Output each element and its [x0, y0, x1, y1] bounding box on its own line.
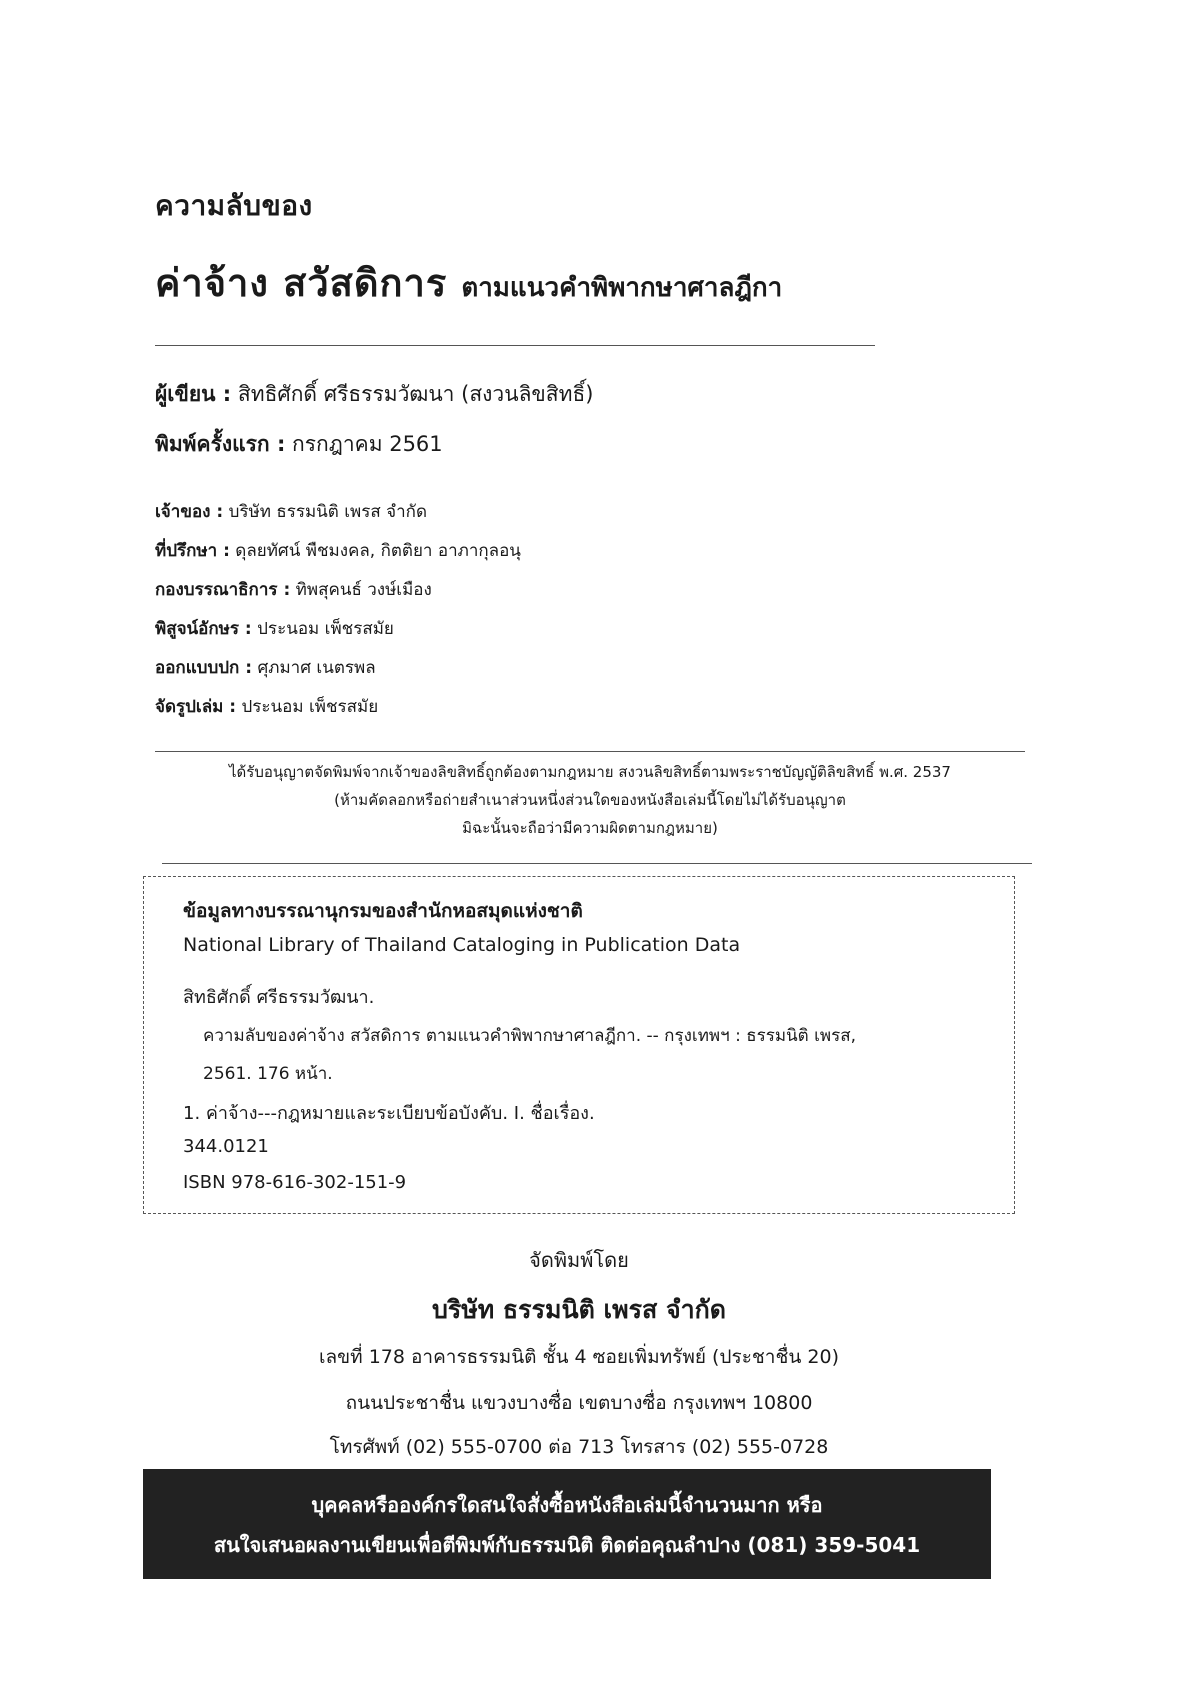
credit-label: กองบรรณาธิการ : [155, 580, 291, 600]
credit-label: ผู้เขียน : [155, 382, 232, 406]
cip-title-line: ความลับของค่าจ้าง สวัสดิการ ตามแนวคำพิพากษาศาลฎีกา. -- กรุงเทพฯ : ธรรมนิติ เพรส, [203, 1026, 857, 1046]
cip-author: สิทธิศักดิ์ ศรีธรรมวัฒนา. [183, 987, 375, 1008]
credit-author [155, 378, 593, 411]
credit-layout [155, 693, 378, 720]
credit-label: พิสูจน์อักษร : [155, 619, 252, 639]
publisher-name: บริษัท ธรรมนิติ เพรส จำกัด [431, 1295, 727, 1324]
credit-value: บริษัท ธรรมนิติ เพรส จำกัด [228, 502, 427, 522]
credit-owner [155, 498, 427, 525]
credit-proofreader [155, 615, 394, 642]
credit-label: ที่ปรึกษา : [155, 541, 230, 561]
credit-value: ประนอม เพ็ชรสมัย [241, 697, 379, 717]
cip-heading-th: ข้อมูลทางบรรณานุกรมของสำนักหอสมุดแห่งชาติ [183, 900, 583, 922]
cip-title-line: 2561. 176 หน้า. [203, 1064, 333, 1084]
credit-cover-design [155, 654, 376, 681]
credit-value: ศุภมาศ เนตรพล [257, 658, 376, 678]
divider-notice-bottom [162, 863, 1032, 864]
credit-label: จัดรูปเล่ม : [155, 697, 237, 717]
credit-value: สิทธิศักดิ์ ศรีธรรมวัฒนา (สงวนลิขสิทธิ์) [237, 382, 594, 406]
copyright-notice-line: (ห้ามคัดลอกหรือถ่ายสำเนาส่วนหนึ่งส่วนใดของหนังสือเล่มนี้โดยไม่ได้รับอนุญาต [334, 791, 846, 809]
credit-advisor [155, 537, 521, 564]
banner-line: สนใจเสนอผลงานเขียนเพื่อตีพิมพ์กับธรรมนิติ ติดต่อคุณลำปาง (081) 359-5041 [213, 1533, 921, 1557]
cip-subject: 1. ค่าจ้าง---กฎหมายและระเบียบข้อบังคับ. I. ชื่อเรื่อง. [183, 1103, 595, 1124]
bulk-order-banner [143, 1469, 991, 1579]
cip-isbn: ISBN 978-616-302-151-9 [183, 1172, 407, 1193]
banner-line: บุคคลหรือองค์กรใดสนใจสั่งซื้อหนังสือเล่มนี้จำนวนมาก หรือ [311, 1493, 823, 1517]
credit-editorial [155, 576, 432, 603]
book-title [155, 252, 782, 313]
credit-value: ทิพสุคนธ์ วงษ์เมือง [295, 580, 432, 600]
credit-label: เจ้าของ : [155, 502, 224, 522]
book-title-main: ค่าจ้าง สวัสดิการ [155, 261, 448, 305]
credit-first-print [155, 428, 443, 461]
book-subtitle: ความลับของ [155, 189, 313, 222]
cip-class-number: 344.0121 [183, 1136, 269, 1157]
copyright-notice-line: ได้รับอนุญาตจัดพิมพ์จากเจ้าของลิขสิทธิ์ถูกต้องตามกฎหมาย สงวนลิขสิทธิ์ตามพระราชบัญญัติลิขสิทธิ์ พ.ศ. 2537 [229, 763, 951, 781]
publisher-address: เลขที่ 178 อาคารธรรมนิติ ชั้น 4 ซอยเพิ่มทรัพย์ (ประชาชื่น 20) [319, 1346, 839, 1368]
credit-label: ออกแบบปก : [155, 658, 253, 678]
book-title-sub: ตามแนวคำพิพากษาศาลฎีกา [461, 273, 783, 303]
credit-label: พิมพ์ครั้งแรก : [155, 432, 286, 456]
publisher-phone: โทรศัพท์ (02) 555-0700 ต่อ 713 โทรสาร (02) 555-0728 [329, 1436, 829, 1458]
cip-heading-en: National Library of Thailand Cataloging in Publication Data [183, 934, 741, 956]
divider-top [155, 345, 875, 346]
credit-value: กรกฎาคม 2561 [292, 432, 443, 456]
publisher-address: ถนนประชาชื่น แขวงบางซื่อ เขตบางซื่อ กรุงเทพฯ 10800 [345, 1392, 813, 1414]
published-by-label: จัดพิมพ์โดย [529, 1248, 629, 1272]
credit-value: ประนอม เพ็ชรสมัย [257, 619, 394, 639]
credit-value: ดุลยทัศน์ พืชมงคล, กิตติยา อาภากุลอนุ [235, 541, 521, 561]
copyright-notice-line: มิฉะนั้นจะถือว่ามีความผิดตามกฎหมาย) [462, 819, 718, 837]
divider-notice-top [155, 751, 1025, 752]
